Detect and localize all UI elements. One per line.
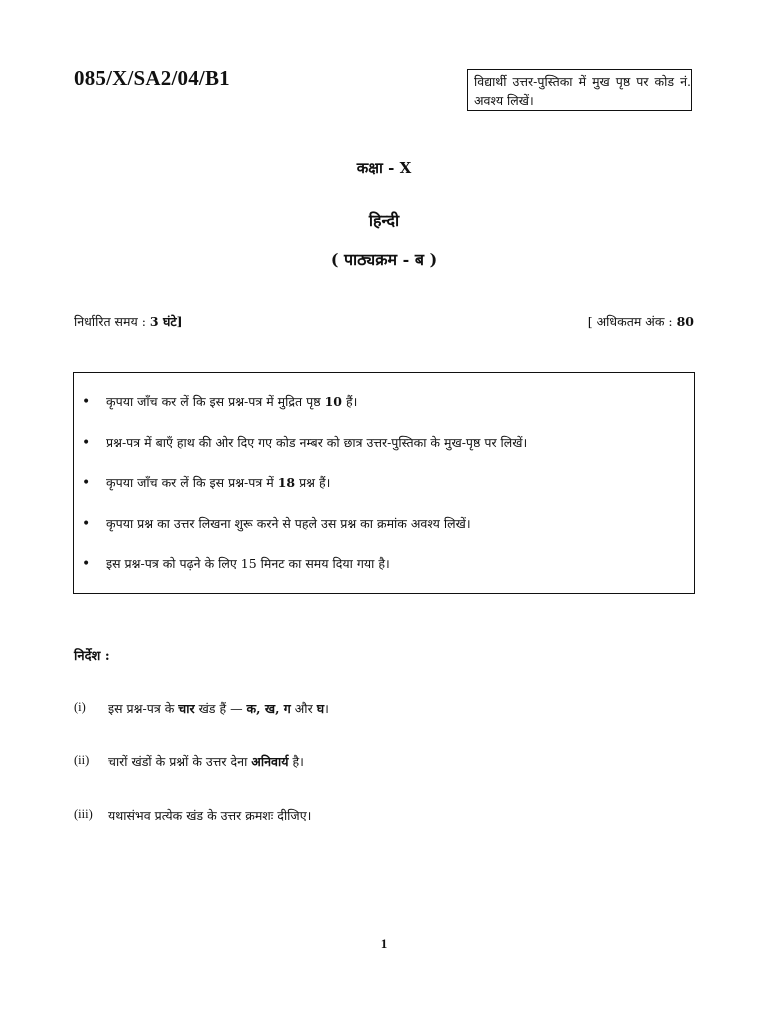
subject-title: हिन्दी xyxy=(368,211,400,230)
direction-bold: अनिवार्य xyxy=(251,754,289,769)
instruction-text: कृपया प्रश्न का उत्तर लिखना शुरू करने से पहले उस प्रश्न का क्रमांक अवश्य लिखें। xyxy=(106,516,471,531)
maximum-marks xyxy=(588,313,694,330)
direction-number: (i) xyxy=(74,700,86,714)
direction-item xyxy=(74,700,329,717)
bullet-icon: • xyxy=(82,474,91,491)
direction-text: खंड हैं — xyxy=(194,701,247,716)
bullet-icon: • xyxy=(82,515,91,532)
direction-text: इस प्रश्न-पत्र के xyxy=(108,701,179,716)
marks-label: [ अधिकतम अंक : xyxy=(587,314,673,329)
instruction-text: प्रश्न-पत्र में बाएँ हाथ की ओर दिए गए कोड नम्बर को छात्र उत्तर-पुस्तिका के मुख-पृष्ठ पर लिखें। xyxy=(106,435,528,450)
direction-text: यथासंभव प्रत्येक खंड के उत्तर क्रमशः दीजिए। xyxy=(108,808,312,823)
direction-text: और xyxy=(290,701,317,716)
instruction-item xyxy=(82,434,527,451)
instruction-text: कृपया जाँच कर लें कि इस प्रश्न-पत्र में मुद्रित पृष्ठ xyxy=(106,394,325,409)
instruction-text-end: प्रश्न हैं। xyxy=(295,475,331,490)
course-title: ( पाठ्यक्रम - ब ) xyxy=(330,250,438,269)
instructions-box xyxy=(73,372,695,594)
instruction-text-end: हैं। xyxy=(341,394,358,409)
time-value: 3 घंटे] xyxy=(149,314,183,329)
direction-text: है। xyxy=(288,754,304,769)
time-allowed xyxy=(74,313,183,330)
direction-text: । xyxy=(324,701,329,716)
instruction-item xyxy=(82,555,390,572)
direction-bold: चार xyxy=(178,701,195,716)
code-notice-box: विद्यार्थी उत्तर-पुस्तिका में मुख पृष्ठ पर कोड नं. अवश्य लिखें। xyxy=(467,69,692,111)
instruction-item xyxy=(82,515,471,532)
instruction-item xyxy=(82,393,357,410)
direction-bold: क, ख, ग xyxy=(246,701,291,716)
bullet-icon: • xyxy=(82,434,91,451)
paper-code: 085/X/SA2/04/B1 xyxy=(74,66,230,90)
direction-text: चारों खंडों के प्रश्नों के उत्तर देना xyxy=(108,754,252,769)
instruction-bold: 18 xyxy=(277,475,296,490)
bullet-icon: • xyxy=(82,555,91,572)
page-number: 1 xyxy=(380,936,388,951)
instruction-bold: 10 xyxy=(324,394,342,409)
instruction-text: इस प्रश्न-पत्र को पढ़ने के लिए 15 मिनट का समय दिया गया है। xyxy=(106,556,390,571)
instruction-item xyxy=(82,474,330,491)
direction-number: (iii) xyxy=(74,807,93,821)
direction-item xyxy=(74,753,304,770)
instruction-text: कृपया जाँच कर लें कि इस प्रश्न-पत्र में xyxy=(106,475,278,490)
time-label: निर्धारित समय : xyxy=(74,314,146,329)
class-title: कक्षा - X xyxy=(356,159,412,177)
directions-heading: निर्देश : xyxy=(74,649,110,664)
direction-number: (ii) xyxy=(74,753,90,767)
bullet-icon: • xyxy=(82,393,91,410)
direction-bold: घ xyxy=(316,701,325,716)
direction-item xyxy=(74,807,311,824)
marks-value: 80 xyxy=(676,314,694,329)
